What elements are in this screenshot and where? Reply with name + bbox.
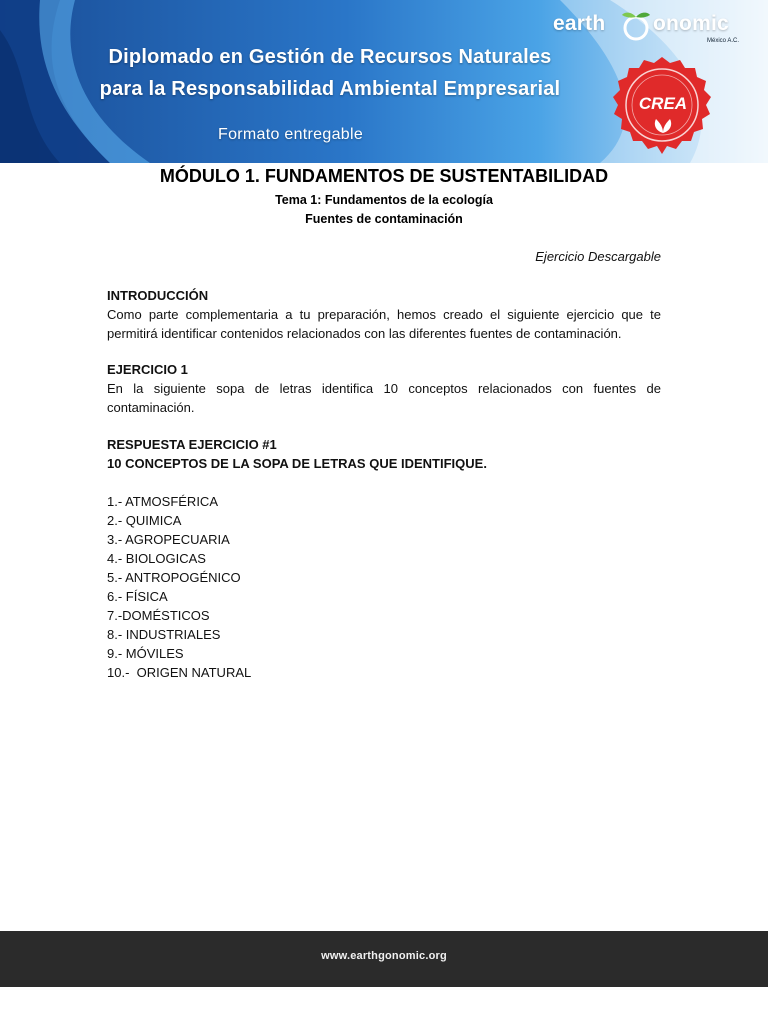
list-item: 5.- ANTROPOGÉNICO [107,570,241,585]
format-label: Formato entregable [218,126,364,143]
intro-heading: INTRODUCCIÓN [107,288,209,303]
exercise-note: Ejercicio Descargable [535,249,661,264]
brand-subtext: México A.C. [707,38,740,44]
seal-label: CREA [638,94,688,113]
list-item: 1.- ATMOSFÉRICA [107,494,218,509]
list-item: 9.- MÓVILES [107,646,184,661]
brand-left-text: earth [553,12,606,35]
list-item: 7.-DOMÉSTICOS [107,608,210,623]
intro-paragraph: Como parte complementaria a tu preparación, hemos creado el siguiente ejercicio que te permitirá identificar contenidos relacionados con las diferentes fuentes de contaminación. [107,307,661,341]
footer-url[interactable]: www.earthgonomic.org [321,950,447,962]
leaf-icon [650,117,676,135]
list-item: 3.- AGROPECUARIA [107,532,230,547]
list-item: 2.- QUIMICA [107,513,182,528]
earthgonomic-logo [553,10,758,42]
answer-section [107,435,661,473]
list-item: 4.- BIOLOGICAS [107,551,206,566]
program-title-line1: Diplomado en Gestión de Recursos Naturales [108,46,552,68]
answer-list-container [107,492,661,682]
list-item: 10.- ORIGEN NATURAL [107,665,252,680]
answer-subheading: 10 CONCEPTOS DE LA SOPA DE LETRAS QUE IDENTIFIQUE. [107,456,487,471]
topic-subtitle: Fuentes de contaminación [305,212,463,226]
list-item: 6.- FÍSICA [107,589,168,604]
topic-title: Tema 1: Fundamentos de la ecología [275,193,493,207]
list-item: 8.- INDUSTRIALES [107,627,221,642]
program-title-line2: para la Responsabilidad Ambiental Empresarial [99,78,561,100]
brand-g-leaf-icon [619,10,653,42]
module-title: MÓDULO 1. FUNDAMENTOS DE SUSTENTABILIDAD [159,166,609,186]
header-banner [0,0,768,163]
exercise-paragraph: En la siguiente sopa de letras identifica 10 conceptos relacionados con fuentes de contaminación. [107,381,661,415]
exercise-section [107,360,661,417]
exercise-heading: EJERCICIO 1 [107,362,188,377]
answer-list [107,492,661,682]
answer-heading: RESPUESTA EJERCICIO #1 [107,437,277,452]
footer-bar [0,931,768,987]
intro-section [107,286,661,343]
brand-right-text: onomic [653,12,729,35]
